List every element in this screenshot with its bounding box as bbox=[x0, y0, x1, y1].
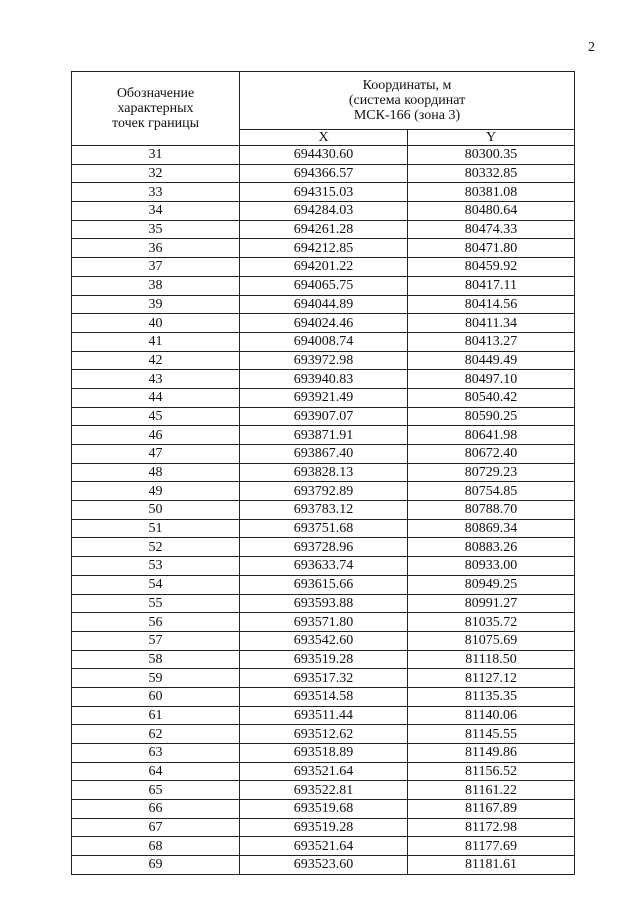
point-number-cell: 65 bbox=[72, 781, 240, 800]
point-number-cell: 45 bbox=[72, 407, 240, 426]
point-number-cell: 34 bbox=[72, 202, 240, 221]
point-label-line: характерных bbox=[117, 101, 194, 116]
y-coordinate-cell: 80754.85 bbox=[408, 482, 575, 501]
point-number-cell: 56 bbox=[72, 613, 240, 632]
table-row bbox=[72, 631, 575, 650]
table-row bbox=[72, 575, 575, 594]
x-coordinate-cell: 693521.64 bbox=[240, 837, 408, 856]
table-row bbox=[72, 332, 575, 351]
point-number-cell: 51 bbox=[72, 519, 240, 538]
point-number-cell: 66 bbox=[72, 800, 240, 819]
coords-header bbox=[240, 72, 575, 130]
x-coordinate-cell: 694430.60 bbox=[240, 146, 408, 165]
y-coordinate-cell: 80459.92 bbox=[408, 258, 575, 277]
table-row bbox=[72, 220, 575, 239]
y-coordinate-cell: 81177.69 bbox=[408, 837, 575, 856]
x-coordinate-cell: 693522.81 bbox=[240, 781, 408, 800]
point-number-cell: 42 bbox=[72, 351, 240, 370]
point-number-cell: 35 bbox=[72, 220, 240, 239]
x-coordinate-cell: 693521.64 bbox=[240, 762, 408, 781]
y-coordinate-cell: 80869.34 bbox=[408, 519, 575, 538]
y-coordinate-cell: 81161.22 bbox=[408, 781, 575, 800]
table-row bbox=[72, 164, 575, 183]
y-coordinate-cell: 81127.12 bbox=[408, 669, 575, 688]
table-row bbox=[72, 669, 575, 688]
table-row bbox=[72, 519, 575, 538]
x-coordinate-cell: 693511.44 bbox=[240, 706, 408, 725]
y-coordinate-cell: 80381.08 bbox=[408, 183, 575, 202]
x-coordinate-cell: 693593.88 bbox=[240, 594, 408, 613]
x-coordinate-cell: 693571.80 bbox=[240, 613, 408, 632]
y-coordinate-cell: 80672.40 bbox=[408, 445, 575, 464]
point-number-cell: 50 bbox=[72, 501, 240, 520]
point-number-cell: 32 bbox=[72, 164, 240, 183]
x-coordinate-cell: 693792.89 bbox=[240, 482, 408, 501]
point-number-cell: 60 bbox=[72, 687, 240, 706]
x-coordinate-cell: 693828.13 bbox=[240, 463, 408, 482]
x-coordinate-cell: 693972.98 bbox=[240, 351, 408, 370]
point-number-cell: 37 bbox=[72, 258, 240, 277]
coords-header-line: Координаты, м bbox=[362, 78, 452, 93]
x-coordinate-cell: 693871.91 bbox=[240, 426, 408, 445]
table-row bbox=[72, 687, 575, 706]
y-coordinate-cell: 80474.33 bbox=[408, 220, 575, 239]
x-coordinate-cell: 694201.22 bbox=[240, 258, 408, 277]
table-row bbox=[72, 613, 575, 632]
y-coordinate-cell: 80413.27 bbox=[408, 332, 575, 351]
y-coordinate-cell: 81118.50 bbox=[408, 650, 575, 669]
table-row bbox=[72, 445, 575, 464]
point-number-cell: 69 bbox=[72, 856, 240, 875]
y-coordinate-cell: 80641.98 bbox=[408, 426, 575, 445]
x-header: X bbox=[240, 130, 408, 146]
point-number-cell: 48 bbox=[72, 463, 240, 482]
point-number-cell: 36 bbox=[72, 239, 240, 258]
table-row bbox=[72, 146, 575, 165]
point-number-cell: 58 bbox=[72, 650, 240, 669]
table-row bbox=[72, 800, 575, 819]
table-row bbox=[72, 594, 575, 613]
point-number-cell: 39 bbox=[72, 295, 240, 314]
point-number-cell: 41 bbox=[72, 332, 240, 351]
point-number-cell: 54 bbox=[72, 575, 240, 594]
point-number-cell: 33 bbox=[72, 183, 240, 202]
point-number-cell: 44 bbox=[72, 388, 240, 407]
x-coordinate-cell: 694212.85 bbox=[240, 239, 408, 258]
y-coordinate-cell: 80332.85 bbox=[408, 164, 575, 183]
table-row bbox=[72, 351, 575, 370]
table-row bbox=[72, 295, 575, 314]
point-number-cell: 61 bbox=[72, 706, 240, 725]
y-coordinate-cell: 81075.69 bbox=[408, 631, 575, 650]
header-row bbox=[72, 72, 575, 130]
y-coordinate-cell: 81149.86 bbox=[408, 744, 575, 763]
y-coordinate-cell: 80480.64 bbox=[408, 202, 575, 221]
x-coordinate-cell: 693751.68 bbox=[240, 519, 408, 538]
y-coordinate-cell: 81140.06 bbox=[408, 706, 575, 725]
point-label-line: Обозначение bbox=[116, 86, 195, 101]
table-row bbox=[72, 725, 575, 744]
x-coordinate-cell: 694065.75 bbox=[240, 276, 408, 295]
y-coordinate-cell: 80497.10 bbox=[408, 370, 575, 389]
table-row bbox=[72, 183, 575, 202]
y-coordinate-cell: 81156.52 bbox=[408, 762, 575, 781]
table-row bbox=[72, 370, 575, 389]
coords-header-line: МСК-166 (зона 3) bbox=[353, 108, 461, 123]
y-coordinate-cell: 80300.35 bbox=[408, 146, 575, 165]
x-coordinate-cell: 693523.60 bbox=[240, 856, 408, 875]
table-row bbox=[72, 258, 575, 277]
y-coordinate-cell: 81181.61 bbox=[408, 856, 575, 875]
y-coordinate-cell: 80471.80 bbox=[408, 239, 575, 258]
y-coordinate-cell: 80933.00 bbox=[408, 557, 575, 576]
point-number-cell: 46 bbox=[72, 426, 240, 445]
point-label-header bbox=[72, 72, 240, 146]
x-coordinate-cell: 693921.49 bbox=[240, 388, 408, 407]
x-coordinate-cell: 693519.28 bbox=[240, 818, 408, 837]
x-coordinate-cell: 693512.62 bbox=[240, 725, 408, 744]
coords-header-line: (система координат bbox=[348, 93, 466, 108]
y-coordinate-cell: 81172.98 bbox=[408, 818, 575, 837]
point-number-cell: 40 bbox=[72, 314, 240, 333]
y-coordinate-cell: 80411.34 bbox=[408, 314, 575, 333]
point-number-cell: 68 bbox=[72, 837, 240, 856]
y-coordinate-cell: 80788.70 bbox=[408, 501, 575, 520]
x-coordinate-cell: 694261.28 bbox=[240, 220, 408, 239]
y-coordinate-cell: 80414.56 bbox=[408, 295, 575, 314]
x-coordinate-cell: 694284.03 bbox=[240, 202, 408, 221]
table-row bbox=[72, 781, 575, 800]
y-coordinate-cell: 80590.25 bbox=[408, 407, 575, 426]
y-coordinate-cell: 80729.23 bbox=[408, 463, 575, 482]
point-number-cell: 47 bbox=[72, 445, 240, 464]
point-label-line: точек границы bbox=[112, 116, 199, 131]
table-row bbox=[72, 706, 575, 725]
y-coordinate-cell: 80883.26 bbox=[408, 538, 575, 557]
table-row bbox=[72, 762, 575, 781]
x-coordinate-cell: 693517.32 bbox=[240, 669, 408, 688]
point-number-cell: 31 bbox=[72, 146, 240, 165]
table-row bbox=[72, 856, 575, 875]
table-row bbox=[72, 818, 575, 837]
table-row bbox=[72, 837, 575, 856]
table-row bbox=[72, 314, 575, 333]
x-coordinate-cell: 693940.83 bbox=[240, 370, 408, 389]
table-row bbox=[72, 538, 575, 557]
x-coordinate-cell: 693542.60 bbox=[240, 631, 408, 650]
point-number-cell: 67 bbox=[72, 818, 240, 837]
point-number-cell: 63 bbox=[72, 744, 240, 763]
x-coordinate-cell: 693633.74 bbox=[240, 557, 408, 576]
table-row bbox=[72, 276, 575, 295]
table-row bbox=[72, 239, 575, 258]
y-coordinate-cell: 80540.42 bbox=[408, 388, 575, 407]
x-coordinate-cell: 694044.89 bbox=[240, 295, 408, 314]
x-coordinate-cell: 693519.68 bbox=[240, 800, 408, 819]
y-coordinate-cell: 81135.35 bbox=[408, 687, 575, 706]
x-coordinate-cell: 693514.58 bbox=[240, 687, 408, 706]
table-row bbox=[72, 650, 575, 669]
point-number-cell: 52 bbox=[72, 538, 240, 557]
point-number-cell: 59 bbox=[72, 669, 240, 688]
y-coordinate-cell: 80991.27 bbox=[408, 594, 575, 613]
table-row bbox=[72, 482, 575, 501]
y-coordinate-cell: 80949.25 bbox=[408, 575, 575, 594]
x-coordinate-cell: 693518.89 bbox=[240, 744, 408, 763]
y-coordinate-cell: 80449.49 bbox=[408, 351, 575, 370]
table-row bbox=[72, 426, 575, 445]
x-coordinate-cell: 694366.57 bbox=[240, 164, 408, 183]
y-coordinate-cell: 80417.11 bbox=[408, 276, 575, 295]
x-coordinate-cell: 693783.12 bbox=[240, 501, 408, 520]
point-number-cell: 38 bbox=[72, 276, 240, 295]
point-number-cell: 55 bbox=[72, 594, 240, 613]
table-row bbox=[72, 744, 575, 763]
point-number-cell: 53 bbox=[72, 557, 240, 576]
table-body bbox=[72, 146, 575, 875]
x-coordinate-cell: 693615.66 bbox=[240, 575, 408, 594]
x-coordinate-cell: 694024.46 bbox=[240, 314, 408, 333]
coordinates-table bbox=[71, 71, 575, 875]
x-coordinate-cell: 693728.96 bbox=[240, 538, 408, 557]
table-row bbox=[72, 463, 575, 482]
y-coordinate-cell: 81035.72 bbox=[408, 613, 575, 632]
x-coordinate-cell: 693867.40 bbox=[240, 445, 408, 464]
x-coordinate-cell: 693907.07 bbox=[240, 407, 408, 426]
point-number-cell: 62 bbox=[72, 725, 240, 744]
point-number-cell: 49 bbox=[72, 482, 240, 501]
x-coordinate-cell: 693519.28 bbox=[240, 650, 408, 669]
y-coordinate-cell: 81167.89 bbox=[408, 800, 575, 819]
point-number-cell: 43 bbox=[72, 370, 240, 389]
page-number: 2 bbox=[588, 40, 595, 55]
table-header bbox=[72, 72, 575, 146]
table-row bbox=[72, 202, 575, 221]
point-number-cell: 57 bbox=[72, 631, 240, 650]
y-header: Y bbox=[408, 130, 575, 146]
x-coordinate-cell: 694008.74 bbox=[240, 332, 408, 351]
y-coordinate-cell: 81145.55 bbox=[408, 725, 575, 744]
table-row bbox=[72, 407, 575, 426]
table-row bbox=[72, 388, 575, 407]
x-coordinate-cell: 694315.03 bbox=[240, 183, 408, 202]
table-row bbox=[72, 557, 575, 576]
point-number-cell: 64 bbox=[72, 762, 240, 781]
table-row bbox=[72, 501, 575, 520]
